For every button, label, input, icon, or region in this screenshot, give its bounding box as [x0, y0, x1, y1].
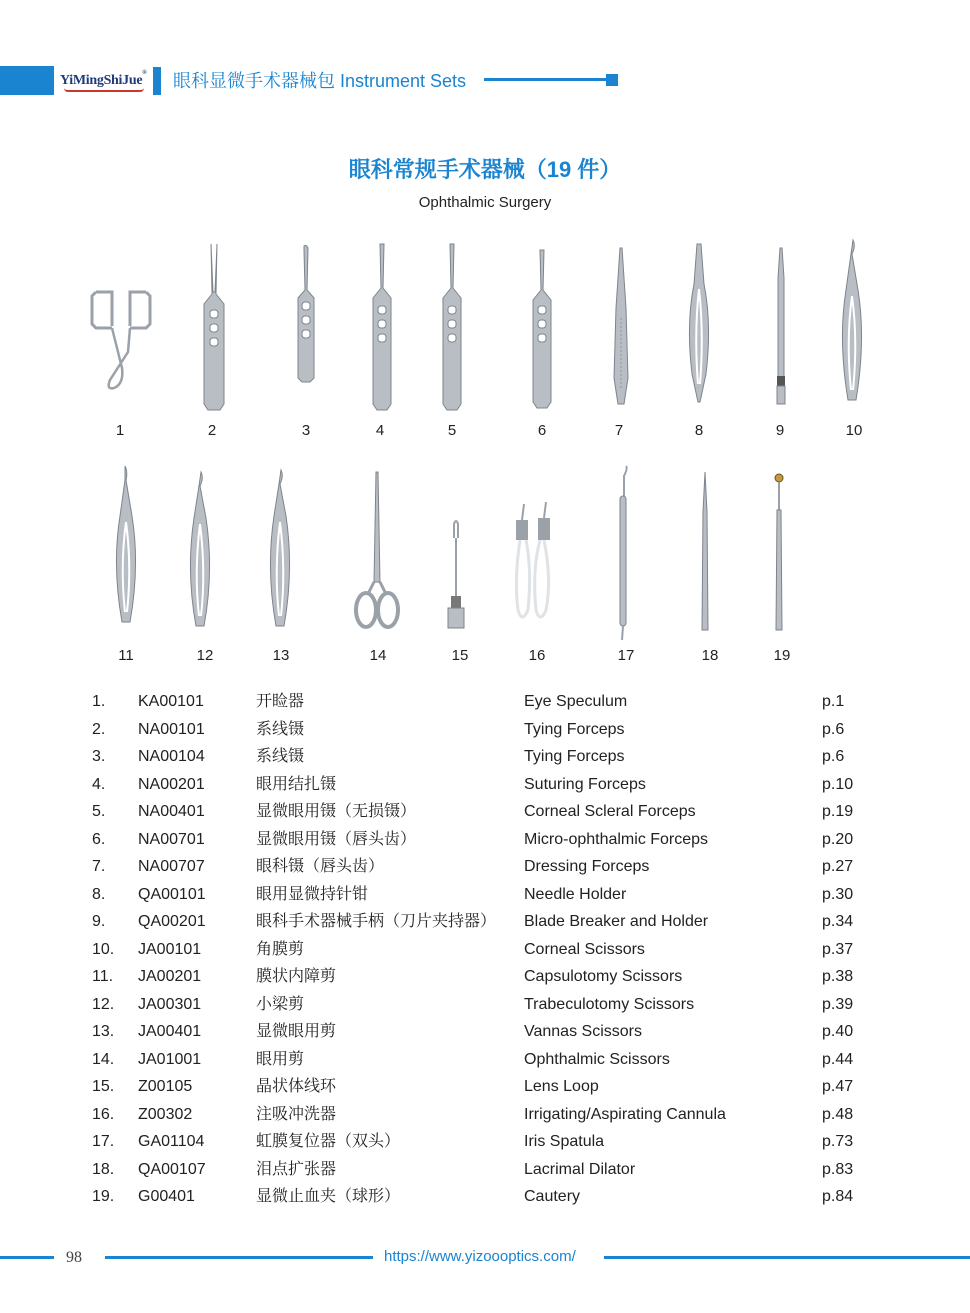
figure-number: 16 [528, 647, 546, 664]
item-page-ref: p.27 [822, 858, 854, 875]
item-index: 4. [92, 775, 106, 793]
item-code: NA00101 [138, 720, 205, 738]
instrument-capsulotomy-scissors-image [112, 466, 140, 628]
item-name-en: Irrigating/Aspirating Cannula [524, 1105, 726, 1123]
item-name-cn: 系线镊 [256, 748, 305, 765]
instrument-cautery-image [770, 470, 788, 632]
item-name-cn: 眼用剪 [256, 1050, 305, 1068]
footer-website-link[interactable]: https://www.yizoooptics.com/ [384, 1248, 576, 1265]
item-name-cn: 眼用显微持针钳 [256, 885, 369, 903]
instrument-tying-forceps-image [200, 244, 228, 412]
list-row [0, 688, 970, 715]
item-code: JA00201 [138, 968, 202, 985]
figure-number: 1 [115, 422, 125, 439]
item-name-en: Needle Holder [524, 885, 627, 903]
item-name-en: Cautery [524, 1188, 581, 1205]
list-row [0, 853, 970, 880]
instrument-needle-holder-image [684, 244, 714, 406]
item-name-cn: 角膜剪 [256, 940, 305, 958]
figure-number: 11 [118, 647, 134, 664]
item-index: 11. [92, 968, 114, 985]
item-page-ref: p.39 [822, 995, 854, 1013]
item-index: 14. [92, 1050, 115, 1068]
instrument-corneal-scleral-forceps-image [438, 244, 466, 412]
figure-number: 9 [775, 422, 785, 439]
list-row [0, 743, 970, 770]
list-row [0, 798, 970, 825]
item-page-ref: p.38 [822, 968, 854, 985]
item-name-cn: 显微眼用镊（唇头齿） [256, 830, 417, 848]
item-index: 16. [92, 1105, 115, 1123]
item-page-ref: p.1 [822, 693, 845, 710]
header-square-marker [606, 74, 618, 86]
item-code: NA00701 [138, 830, 205, 848]
instrument-iris-spatula-image [614, 466, 632, 640]
item-index: 17. [92, 1133, 115, 1150]
figure-number: 4 [375, 422, 385, 439]
item-page-ref: p.48 [822, 1105, 854, 1123]
figure-number: 19 [773, 647, 791, 664]
item-page-ref: p.34 [822, 913, 854, 930]
figure-number: 6 [537, 422, 547, 439]
item-index: 9. [92, 913, 106, 930]
list-row [0, 826, 970, 853]
list-row [0, 963, 970, 990]
item-name-cn: 眼科镊（唇头齿） [256, 858, 385, 875]
item-name-en: Lacrimal Dilator [524, 1160, 636, 1178]
item-code: G00401 [138, 1188, 195, 1205]
item-index: 12. [92, 995, 115, 1013]
item-code: NA00104 [138, 748, 205, 765]
item-code: JA00401 [138, 1023, 202, 1040]
item-name-cn: 注吸冲洗器 [256, 1105, 337, 1123]
figure-number: 7 [614, 422, 624, 439]
list-row [0, 1046, 970, 1073]
item-index: 6. [92, 830, 106, 848]
instrument-blade-holder-image [770, 248, 792, 408]
footer-rule-right [604, 1256, 970, 1259]
item-page-ref: p.20 [822, 830, 854, 848]
item-name-en: Corneal Scleral Forceps [524, 803, 696, 820]
logo-registered-mark: ® [142, 70, 147, 76]
list-row [0, 1128, 970, 1155]
item-name-cn: 虹膜复位器（双头） [256, 1133, 401, 1150]
instrument-ophthalmic-scissors-image [354, 472, 400, 630]
item-page-ref: p.47 [822, 1078, 854, 1095]
item-name-cn: 开睑器 [256, 693, 305, 710]
item-name-en: Micro-ophthalmic Forceps [524, 830, 709, 848]
item-index: 2. [92, 720, 106, 738]
brand-logo [60, 68, 146, 94]
instrument-micro-ophthalmic-forceps-image [528, 250, 556, 410]
item-index: 1. [92, 693, 106, 710]
item-name-cn: 眼科手术器械手柄（刀片夹持器） [256, 913, 497, 930]
item-index: 5. [92, 803, 106, 820]
item-page-ref: p.40 [822, 1023, 854, 1040]
item-code: NA00401 [138, 803, 205, 820]
item-name-en: Dressing Forceps [524, 858, 650, 875]
instrument-vannas-scissors-image [266, 470, 294, 630]
item-name-en: Ophthalmic Scissors [524, 1050, 670, 1068]
item-code: Z00105 [138, 1078, 193, 1095]
instrument-irrigating-cannula-image [512, 500, 558, 626]
item-page-ref: p.73 [822, 1133, 854, 1150]
item-code: NA00201 [138, 775, 205, 793]
item-name-en: Vannas Scissors [524, 1023, 642, 1040]
item-name-cn: 小梁剪 [256, 995, 305, 1013]
item-index: 3. [92, 748, 106, 765]
list-row [0, 1183, 970, 1210]
figure-number: 12 [196, 647, 214, 664]
figure-number: 5 [447, 422, 457, 439]
list-row [0, 771, 970, 798]
item-name-cn: 膜状内障剪 [256, 968, 337, 985]
list-row [0, 1101, 970, 1128]
item-index: 10. [92, 940, 115, 958]
item-page-ref: p.84 [822, 1188, 854, 1205]
item-name-en: Trabeculotomy Scissors [524, 995, 695, 1013]
item-index: 19. [92, 1188, 115, 1205]
figure-number: 3 [301, 422, 311, 439]
item-code: JA00101 [138, 940, 202, 958]
logo-swoosh [64, 88, 144, 92]
page-number: 98 [66, 1249, 82, 1266]
header-accent-block [0, 66, 54, 95]
header-divider-bar [153, 67, 161, 95]
item-name-cn: 显微眼用剪 [256, 1023, 337, 1040]
figure-number: 15 [451, 647, 469, 664]
item-name-en: Suturing Forceps [524, 775, 646, 793]
item-page-ref: p.6 [822, 720, 845, 738]
item-index: 7. [92, 858, 106, 875]
item-code: NA00707 [138, 858, 205, 875]
item-name-cn: 显微眼用镊（无损镊） [256, 803, 417, 820]
figure-number: 18 [701, 647, 719, 664]
item-name-cn: 显微止血夹（球形） [256, 1188, 401, 1205]
item-code: KA00101 [138, 693, 204, 710]
item-name-cn: 晶状体线环 [256, 1078, 337, 1095]
instrument-dressing-forceps-image [610, 248, 632, 408]
item-name-en: Capsulotomy Scissors [524, 968, 683, 985]
instrument-lens-loop-image [446, 518, 466, 630]
item-code: QA00107 [138, 1160, 206, 1178]
item-index: 8. [92, 885, 106, 903]
list-row [0, 908, 970, 935]
item-name-cn: 泪点扩张器 [256, 1160, 337, 1178]
item-page-ref: p.19 [822, 803, 854, 820]
item-name-en: Eye Speculum [524, 693, 628, 710]
item-page-ref: p.10 [822, 775, 854, 793]
list-row [0, 716, 970, 743]
footer-rule-middle [105, 1256, 373, 1259]
instrument-tying-forceps-curved-image [292, 244, 320, 384]
item-page-ref: p.6 [822, 748, 845, 765]
instrument-lacrimal-dilator-image [698, 472, 712, 632]
header-title: 眼科显微手术器械包 Instrument Sets [173, 71, 467, 91]
item-page-ref: p.83 [822, 1160, 854, 1178]
figure-number: 14 [369, 647, 387, 664]
instrument-suturing-forceps-image [368, 244, 396, 412]
figure-number: 17 [617, 647, 635, 664]
item-code: JA01001 [138, 1050, 202, 1068]
list-row [0, 1156, 970, 1183]
item-page-ref: p.44 [822, 1050, 854, 1068]
logo-text: YiMingShiJue [60, 73, 143, 88]
figure-number: 2 [207, 422, 217, 439]
item-name-cn: 系线镊 [256, 720, 305, 738]
list-row [0, 881, 970, 908]
header-rule [484, 78, 608, 81]
instrument-trabeculotomy-scissors-image [186, 472, 214, 630]
item-index: 13. [92, 1023, 115, 1040]
item-page-ref: p.30 [822, 885, 854, 903]
list-row [0, 991, 970, 1018]
item-index: 18. [92, 1160, 115, 1178]
item-code: JA00301 [138, 995, 202, 1013]
list-row [0, 1018, 970, 1045]
item-name-en: Lens Loop [524, 1078, 599, 1095]
item-name-en: Corneal Scissors [524, 940, 645, 958]
item-page-ref: p.37 [822, 940, 854, 958]
item-code: QA00201 [138, 913, 206, 930]
item-name-en: Blade Breaker and Holder [524, 913, 709, 930]
list-row [0, 936, 970, 963]
figure-number: 13 [272, 647, 290, 664]
item-code: Z00302 [138, 1105, 193, 1123]
section-title: 眼科常规手术器械（19 件） [348, 157, 622, 182]
list-row [0, 1073, 970, 1100]
item-name-cn: 眼用结扎镊 [256, 775, 337, 793]
figure-number: 8 [694, 422, 704, 439]
item-name-en: Tying Forceps [524, 720, 625, 738]
instrument-corneal-scissors-image [838, 240, 866, 406]
item-index: 15. [92, 1078, 115, 1095]
figure-number: 10 [845, 422, 863, 439]
item-name-en: Iris Spatula [524, 1133, 605, 1150]
section-subtitle: Ophthalmic Surgery [418, 194, 552, 211]
instrument-eye-speculum-image [88, 288, 154, 398]
item-name-en: Tying Forceps [524, 748, 625, 765]
footer-rule-left [0, 1256, 54, 1259]
item-code: QA00101 [138, 885, 206, 903]
item-code: GA01104 [138, 1133, 205, 1150]
